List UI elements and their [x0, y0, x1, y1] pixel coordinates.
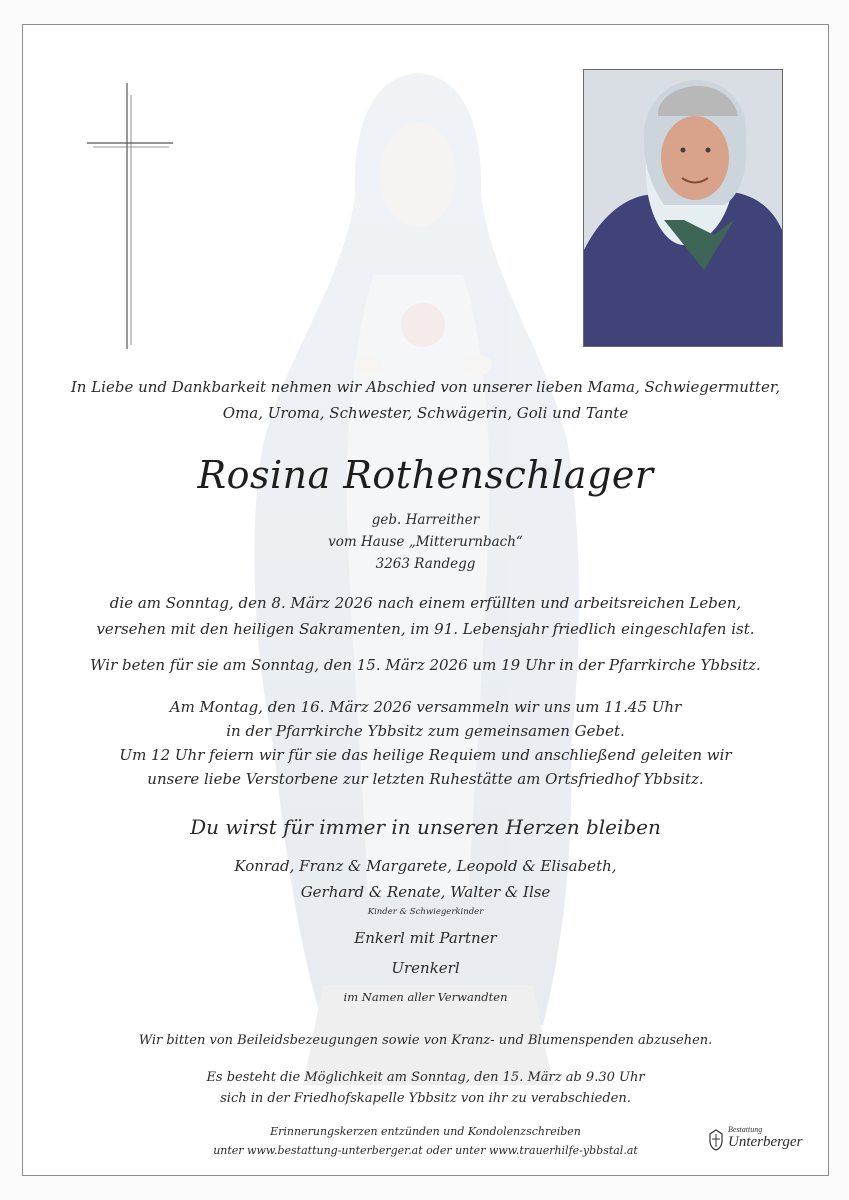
birth-name: geb. Harreither: [371, 512, 480, 528]
footer-line: unter www.bestattung-unterberger.at oder unter www.trauerhilfe-ybbstal.at: [213, 1144, 638, 1157]
grandchildren: Enkerl mit Partner: [354, 929, 497, 947]
request-text: Wir bitten von Beileidsbezeugungen sowie von Kranz- und Blumenspenden abzusehen.: [138, 1033, 713, 1048]
funeral-home-logo: [708, 1125, 813, 1155]
farewell-line: Es besteht die Möglichkeit am Sonntag, den 15. März ab 9.30 Uhr: [206, 1070, 645, 1085]
family-children: [23, 853, 828, 905]
logo-big-text: Unterberger: [728, 1134, 803, 1150]
great-grandchildren: Urenkerl: [391, 959, 460, 977]
funeral-text: [23, 695, 828, 791]
footer-line: Erinnerungskerzen entzünden und Kondolenzschreiben: [270, 1125, 581, 1138]
obituary-card: [22, 24, 829, 1176]
farewell-line: sich in der Friedhofskapelle Ybbsitz von ihr zu verabschieden.: [220, 1091, 631, 1106]
prayer-text: Wir beten für sie am Sonntag, den 15. März 2026 um 19 Uhr in der Pfarrkirche Ybbsitz.: [90, 656, 761, 674]
deceased-details: [23, 509, 828, 575]
farewell-text: [23, 1067, 828, 1109]
death-line: versehen mit den heiligen Sakramenten, im 91. Lebensjahr friedlich eingeschlafen ist.: [96, 620, 755, 638]
funeral-line: Um 12 Uhr feiern wir für sie das heilige Requiem und anschließend geleiten wir: [119, 746, 732, 764]
children-caption: Kinder & Schwiegerkinder: [367, 907, 484, 917]
logo-small-text: Bestattung: [728, 1125, 763, 1134]
intro-text: [23, 374, 828, 426]
house-name: vom Hause „Mitterurnbach“: [328, 534, 523, 550]
funeral-line: unsere liebe Verstorbene zur letzten Ruhestätte am Ortsfriedhof Ybbsitz.: [147, 770, 704, 788]
deceased-name: Rosina Rothenschlager: [197, 453, 654, 497]
motto: Du wirst für immer in unseren Herzen bleiben: [190, 815, 661, 839]
children-line: Konrad, Franz & Margarete, Leopold & Elisabeth,: [234, 857, 617, 875]
funeral-line: Am Montag, den 16. März 2026 versammeln wir uns um 11.45 Uhr: [169, 698, 682, 716]
children-line: Gerhard & Renate, Walter & Ilse: [300, 883, 551, 901]
death-line: die am Sonntag, den 8. März 2026 nach einem erfüllten und arbeitsreichen Leben,: [109, 594, 742, 612]
funeral-line: in der Pfarrkirche Ybbsitz zum gemeinsamen Gebet.: [226, 722, 625, 740]
intro-line: Oma, Uroma, Schwester, Schwägerin, Goli und Tante: [222, 404, 629, 422]
crest-icon: [708, 1129, 724, 1151]
cross-icon: [87, 83, 177, 353]
relatives: im Namen aller Verwandten: [343, 990, 508, 1004]
intro-line: In Liebe und Dankbarkeit nehmen wir Abschied von unserer lieben Mama, Schwiegermutter,: [70, 378, 781, 396]
portrait-photo: [583, 69, 783, 347]
place: 3263 Randegg: [375, 556, 476, 572]
death-text: [23, 590, 828, 642]
